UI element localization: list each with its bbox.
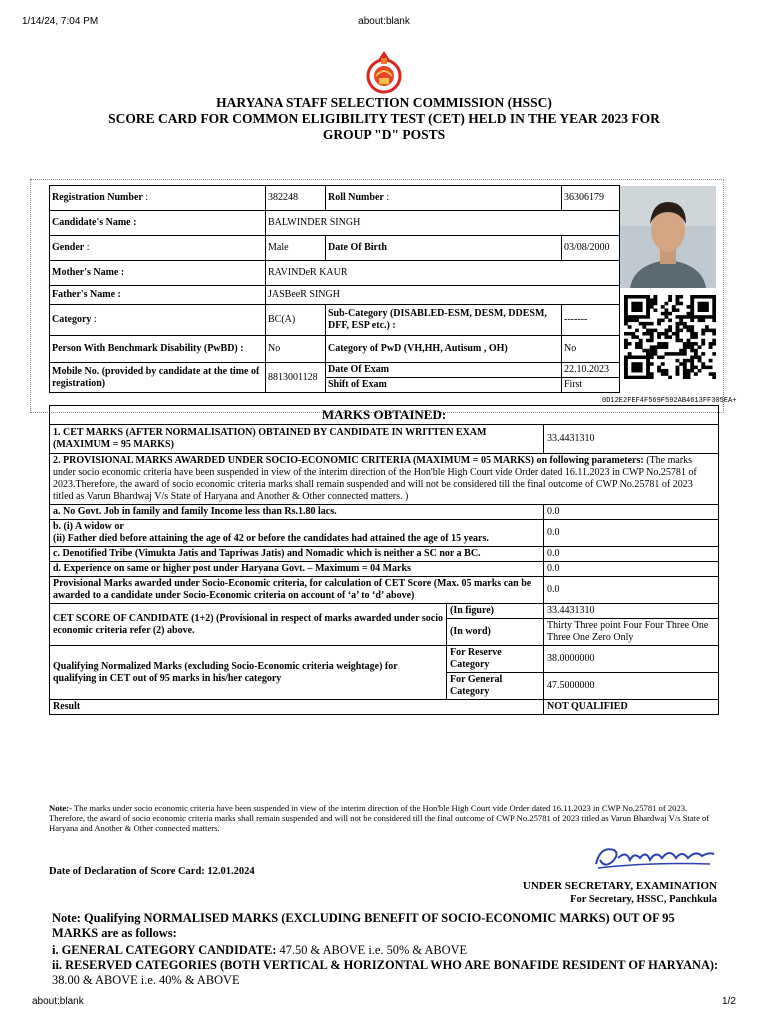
footnote	[49, 803, 717, 833]
mother-value: RAVINDeR KAUR	[266, 261, 620, 286]
candidate-photo	[620, 186, 716, 288]
cet-score-label	[50, 604, 447, 646]
in-word-value: Thirty Three point Four Four Three One Three One Zero Only	[544, 619, 719, 646]
signatory-title: UNDER SECRETARY, EXAMINATION	[522, 880, 717, 892]
name-value: BALWINDER SINGH	[266, 211, 620, 236]
qualifying-marks-label: Qualifying Normalized Marks (excluding Socio-Economic criteria weightage) for qualifying in CET out of 95 marks in his/her category	[50, 646, 447, 700]
father-label: Father's Name :	[50, 286, 266, 305]
cet-score-title: CET SCORE OF CANDIDATE (1+2)	[53, 612, 214, 624]
roll-label: Roll Number :	[326, 186, 562, 211]
footnote-text: The marks under socio economic criteria have been suspended in view of the interim direction of the Hon'ble High Court vide Order dated 16.11.2023 in CWP No.25781 of 2023. Therefore, the award of socio economic criteria marks shall remain suspended and will not be considered till the final outcome of CWP No.25781 of 2023 titled as Varun Bhardwaj V/s State of Haryana and Another & Other connected matters.	[49, 803, 710, 833]
criteria-d-value: 0.0	[544, 562, 719, 577]
mother-label: Mother's Name :	[50, 261, 266, 286]
reserved-criteria-text: 38.00 & ABOVE i.e. 40% & ABOVE	[52, 973, 240, 987]
marks-heading: MARKS OBTAINED:	[50, 406, 719, 425]
name-label: Candidate's Name :	[50, 211, 266, 236]
criteria-b-value: 0.0	[544, 520, 719, 547]
qr-code-icon	[624, 295, 716, 379]
print-page-number: 1/2	[722, 996, 736, 1007]
criteria-b-label	[50, 520, 544, 547]
exam-date-label: Date Of Exam	[326, 363, 562, 378]
reserved-criteria-label: ii. RESERVED CATEGORIES (BOTH VERTICAL & HORIZONTAL WHO ARE BONAFIDE RESIDENT OF HARYANA):	[52, 958, 719, 972]
criteria-b-line2: (ii) Father died before attaining the age of 42 or before the candidates had attained the age of 15 years.	[53, 533, 489, 544]
pwd-cat-value: No	[562, 336, 620, 363]
cet-marks-value: 33.4431310	[544, 425, 719, 454]
signature-icon	[590, 838, 718, 872]
criteria-b-line1: b. (i) A widow or	[53, 521, 124, 532]
father-value: JASBeeR SINGH	[266, 286, 620, 305]
reserve-category-value: 38.0000000	[544, 646, 719, 673]
general-criteria	[52, 943, 720, 958]
print-timestamp: 1/14/24, 7:04 PM	[22, 16, 99, 27]
footnote-label: Note:-	[49, 803, 72, 813]
pwbd-value: No	[266, 336, 326, 363]
cet-marks-label: 1. CET MARKS (AFTER NORMALISATION) OBTAINED BY CANDIDATE IN WRITTEN EXAM (MAXIMUM = 95 MARKS)	[50, 425, 544, 454]
provisional-marks-label: Provisional Marks awarded under Socio-Economic criteria, for calculation of CET Score (Max. 05 marks can be awarded to a candidate under Socio-Economic criteria on account of ‘a’ to ‘d’ above)	[50, 577, 544, 604]
print-url-bottom: about:blank	[32, 996, 84, 1007]
print-url-top: about:blank	[358, 16, 410, 27]
category-label: Category :	[50, 305, 266, 336]
criteria-a-value: 0.0	[544, 505, 719, 520]
candidate-hash: 0D12E2FEF4F569F592AB4613FF305EA+	[602, 397, 737, 405]
subcat-value: -------	[562, 305, 620, 336]
gender-label: Gender :	[50, 236, 266, 261]
mobile-label: Mobile No. (provided by candidate at the time of registration)	[50, 363, 266, 393]
candidate-info-table	[49, 185, 620, 393]
result-label: Result	[50, 700, 544, 715]
criteria-c-text: c. Denotified Tribe (Vimukta Jatis and Tapriwas Jatis) and Nomadic which is neither a SC nor a BC.	[53, 548, 481, 559]
roll-value: 36306179	[562, 186, 620, 211]
result-value: NOT QUALIFIED	[544, 700, 719, 715]
general-category-value: 47.5000000	[544, 673, 719, 700]
exam-date-value: 22.10.2023	[562, 363, 620, 378]
haryana-emblem-icon	[364, 48, 404, 94]
pwbd-label: Person With Benchmark Disability (PwBD) :	[50, 336, 266, 363]
subcat-label: Sub-Category (DISABLED-ESM, DESM, DDESM, DFF, ESP etc.) :	[326, 305, 562, 336]
socio-economic-header	[50, 454, 719, 505]
pwd-cat-label: Category of PwD (VH,HH, Autisum , OH)	[326, 336, 562, 363]
criteria-c-label	[50, 547, 544, 562]
in-figure-label: (In figure)	[447, 604, 544, 619]
reserve-category-label: For Reserve Category	[447, 646, 544, 673]
reg-label: Registration Number :	[50, 186, 266, 211]
mobile-value: 8813001128	[266, 363, 326, 393]
dob-label: Date Of Birth	[326, 236, 562, 261]
general-category-label: For General Category	[447, 673, 544, 700]
criteria-c-value: 0.0	[544, 547, 719, 562]
dob-value: 03/08/2000	[562, 236, 620, 261]
header-line3: GROUP "D" POSTS	[322, 127, 446, 142]
in-word-label: (In word)	[447, 619, 544, 646]
criteria-a-label: a. No Govt. Job in family and family Income less than Rs.1.80 lacs.	[50, 505, 544, 520]
qualifying-note-intro: Note: Qualifying NORMALISED MARKS (EXCLUDING BENEFIT OF SOCIO-ECONOMIC MARKS) OUT OF 95 MARKS are as follows:	[52, 911, 675, 940]
reserved-criteria	[52, 958, 720, 988]
cet-score-text: (Provisional in respect of marks awarded under socio economic criteria refer (2) above.	[53, 612, 443, 636]
header-line1: HARYANA STAFF SELECTION COMMISSION (HSSC)	[216, 95, 552, 110]
general-criteria-text: 47.50 & ABOVE i.e. 50% & ABOVE	[276, 943, 468, 957]
shift-label: Shift of Exam	[326, 378, 562, 393]
signatory-office: For Secretary, HSSC, Panchkula	[570, 894, 717, 905]
socio-economic-text: (The marks under socio economic criteria have been suspended in view of the interim direction of the Hon'ble High Court vide Order dated 16.11.2023 in CWP No.25781 of 2023.Therefore, the award of socio economic criteria marks shall remain suspended and will not be considered till the final outcome of CWP No.25781 of 2023 titled as Varun Bhardwaj V/s State of Haryana and Another & Other connected matters. )	[53, 455, 697, 502]
provisional-marks-value: 0.0	[544, 577, 719, 604]
in-figure-value: 33.4431310	[544, 604, 719, 619]
reg-value: 382248	[266, 186, 326, 211]
marks-table	[49, 405, 719, 715]
header-line2: SCORE CARD FOR COMMON ELIGIBILITY TEST (CET) HELD IN THE YEAR 2023 FOR	[108, 111, 660, 126]
gender-value: Male	[266, 236, 326, 261]
qualifying-note	[52, 911, 720, 988]
shift-value: First	[562, 378, 620, 393]
declaration-date: Date of Declaration of Score Card: 12.01.2024	[49, 866, 255, 877]
socio-economic-title: 2. PROVISIONAL MARKS AWARDED UNDER SOCIO-ECONOMIC CRITERIA (MAXIMUM = 05 MARKS) on following parameters:	[53, 455, 644, 466]
general-criteria-label: i. GENERAL CATEGORY CANDIDATE:	[52, 943, 277, 957]
category-value: BC(A)	[266, 305, 326, 336]
criteria-d-label: d. Experience on same or higher post under Haryana Govt. – Maximum = 04 Marks	[50, 562, 544, 577]
